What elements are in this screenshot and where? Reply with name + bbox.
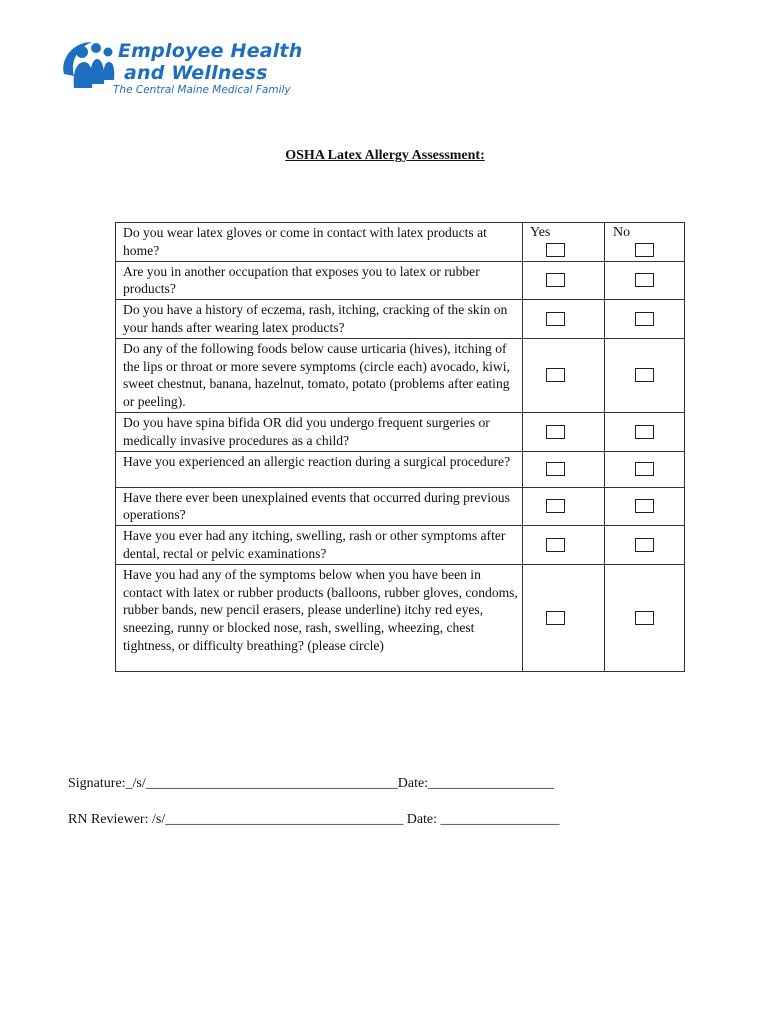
people-logo-icon: [58, 34, 116, 92]
yes-checkbox[interactable]: [546, 611, 565, 625]
no-cell: [604, 526, 684, 565]
no-checkbox[interactable]: [635, 312, 654, 326]
logo-tagline: The Central Maine Medical Family: [113, 84, 291, 96]
yes-checkbox[interactable]: [546, 312, 565, 326]
no-checkbox[interactable]: [635, 243, 654, 257]
no-checkbox[interactable]: [635, 538, 654, 552]
yes-checkbox[interactable]: [546, 243, 565, 257]
no-checkbox[interactable]: [635, 499, 654, 513]
yes-checkbox[interactable]: [546, 425, 565, 439]
no-cell: [604, 564, 684, 671]
yes-cell: [523, 223, 605, 262]
yes-header: Yes: [530, 225, 551, 240]
table-row: [116, 451, 685, 487]
yes-checkbox[interactable]: [546, 273, 565, 287]
no-cell: [604, 223, 684, 262]
no-header: No: [612, 225, 631, 240]
yes-cell: [523, 261, 605, 300]
table-row: [116, 526, 685, 565]
no-checkbox[interactable]: [635, 273, 654, 287]
yes-cell: [523, 451, 605, 487]
no-checkbox[interactable]: [635, 462, 654, 476]
yes-cell: [523, 412, 605, 451]
logo: [58, 28, 318, 98]
yes-checkbox[interactable]: [546, 499, 565, 513]
logo-line-1: Employee Health: [118, 40, 303, 62]
table-row: [116, 223, 685, 262]
no-cell: [604, 412, 684, 451]
no-checkbox[interactable]: [635, 368, 654, 382]
question-text: Have there ever been unexplained events that occurred during previous operations?: [116, 487, 523, 526]
question-text: Do you have a history of eczema, rash, itching, cracking of the skin on your hands after wearing latex products?: [116, 300, 523, 339]
yes-cell: [523, 300, 605, 339]
question-text: Do you have spina bifida OR did you undergo frequent surgeries or medically invasive procedures as a child?: [116, 412, 523, 451]
no-checkbox[interactable]: [635, 425, 654, 439]
no-cell: [604, 338, 684, 412]
table-row: [116, 261, 685, 300]
yes-checkbox[interactable]: [546, 368, 565, 382]
no-cell: [604, 261, 684, 300]
no-cell: [604, 451, 684, 487]
question-text: Have you experienced an allergic reaction during a surgical procedure?: [116, 451, 523, 487]
logo-line-2: and Wellness: [124, 62, 268, 84]
question-text: Are you in another occupation that exposes you to latex or rubber products?: [116, 261, 523, 300]
table-row: [116, 487, 685, 526]
yes-cell: [523, 564, 605, 671]
table-row: [116, 412, 685, 451]
no-cell: [604, 487, 684, 526]
question-text: Have you ever had any itching, swelling, rash or other symptoms after dental, rectal or pelvic examinations?: [116, 526, 523, 565]
table-row: [116, 338, 685, 412]
signature-line[interactable]: Signature:_/s/____________________________________Date:__________________: [68, 776, 555, 791]
no-checkbox[interactable]: [635, 611, 654, 625]
no-cell: [604, 300, 684, 339]
rn-reviewer-line[interactable]: RN Reviewer: /s/__________________________________ Date: _________________: [68, 812, 560, 827]
table-row: [116, 564, 685, 671]
question-text: Do any of the following foods below cause urticaria (hives), itching of the lips or throat or more severe symptoms (circle each) avocado, kiwi, sweet chestnut, banana, hazelnut, tomato, potato (problems after eating or peeling).: [116, 338, 523, 412]
assessment-table: [115, 222, 685, 672]
yes-cell: [523, 487, 605, 526]
yes-checkbox[interactable]: [546, 538, 565, 552]
yes-cell: [523, 338, 605, 412]
page-title: OSHA Latex Allergy Assessment:: [285, 148, 485, 163]
question-text: Do you wear latex gloves or come in contact with latex products at home?: [116, 223, 523, 262]
question-text: Have you had any of the symptoms below when you have been in contact with latex or rubber products (balloons, rubber gloves, condoms, rubber bands, new pencil erasers, please underline) itchy red eyes, sneezing, runny or blocked nose, rash, swelling, wheezing, chest tightness, or difficulty breathing? (please circle): [116, 564, 523, 671]
table-row: [116, 300, 685, 339]
yes-checkbox[interactable]: [546, 462, 565, 476]
yes-cell: [523, 526, 605, 565]
